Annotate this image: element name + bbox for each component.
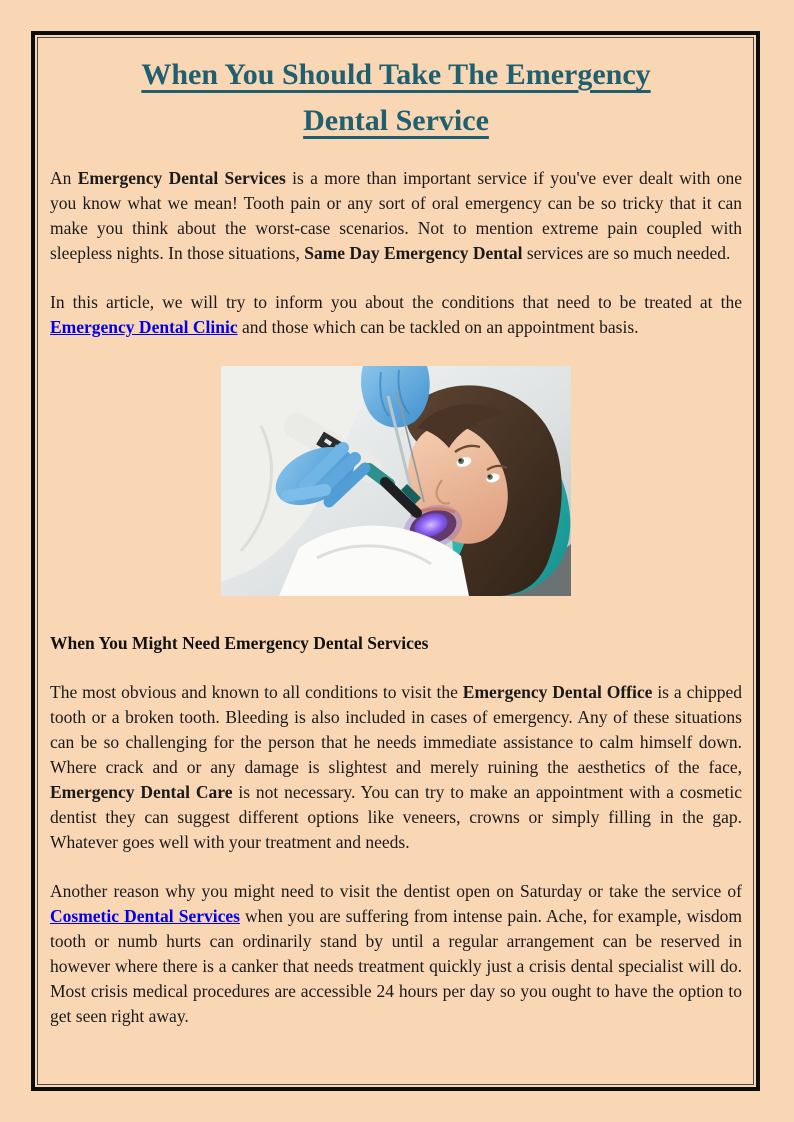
intro-bold-emergency-dental-services: Emergency Dental Services	[77, 168, 286, 188]
paragraph-conditions	[50, 680, 742, 855]
paragraph-article	[50, 290, 742, 340]
page-title-line-1: When You Should Take The Emergency	[141, 58, 651, 91]
conditions-text: The most obvious and known to all conditions to visit the	[50, 682, 463, 702]
another-text-end: when you are suffering from intense pain. Ache, for example, wisdom tooth or numb hurts can ordinarily stand by until a regular arrangement can be reserved in however where there is a canker that needs treatment quickly just a crisis dental specialist will do. Most crisis medical procedures are accessible 24 hours per day so you ought to have the option to get seen right away.	[50, 906, 742, 1026]
photo-figure	[50, 366, 742, 601]
link-cosmetic-dental-services[interactable]: Cosmetic Dental Services	[50, 906, 240, 926]
conditions-bold-office: Emergency Dental Office	[462, 682, 653, 702]
page-title	[50, 52, 742, 144]
intro-text-mid: is a more than important service if you've ever dealt with one you know what we mean! Tooth pain or any sort of oral emergency can be so tricky that it can make you think about the worst-case scenarios. Not to mention extreme pain coupled with sleepless nights. In those situations,	[50, 168, 743, 263]
paragraph-another-reason	[50, 879, 742, 1029]
section-heading: When You Might Need Emergency Dental Services	[50, 633, 429, 653]
article-text: In this article, we will try to inform you about the conditions that need to be treated at the	[50, 292, 742, 312]
conditions-text-mid: is a chipped tooth or a broken tooth. Bleeding is also included in cases of emergency. Any of these situations can be so challenging for the person that he needs immediate assistance to calm himself down. Where crack and or any damage is slightest and merely ruining the aesthetics of the face,	[50, 682, 742, 777]
document-content	[37, 37, 754, 1085]
document-border	[31, 31, 760, 1091]
link-emergency-dental-clinic[interactable]: Emergency Dental Clinic	[50, 317, 238, 337]
intro-bold-same-day: Same Day Emergency Dental	[304, 243, 523, 263]
dental-procedure-photo	[221, 366, 571, 596]
another-text: Another reason why you might need to visit the dentist open on Saturday or take the service of	[50, 881, 742, 901]
paragraph-intro	[50, 166, 742, 266]
article-text-end: and those which can be tackled on an appointment basis.	[237, 317, 639, 337]
intro-text-end: services are so much needed.	[522, 243, 731, 263]
conditions-text-end: is not necessary. You can try to make an appointment with a cosmetic dentist they can suggest different options like veneers, crowns or simply filling in the gap. Whatever goes well with your treatment and needs.	[50, 782, 742, 852]
conditions-bold-care: Emergency Dental Care	[50, 782, 233, 802]
intro-text: An	[50, 168, 78, 188]
page-title-line-2: Dental Service	[303, 104, 489, 137]
